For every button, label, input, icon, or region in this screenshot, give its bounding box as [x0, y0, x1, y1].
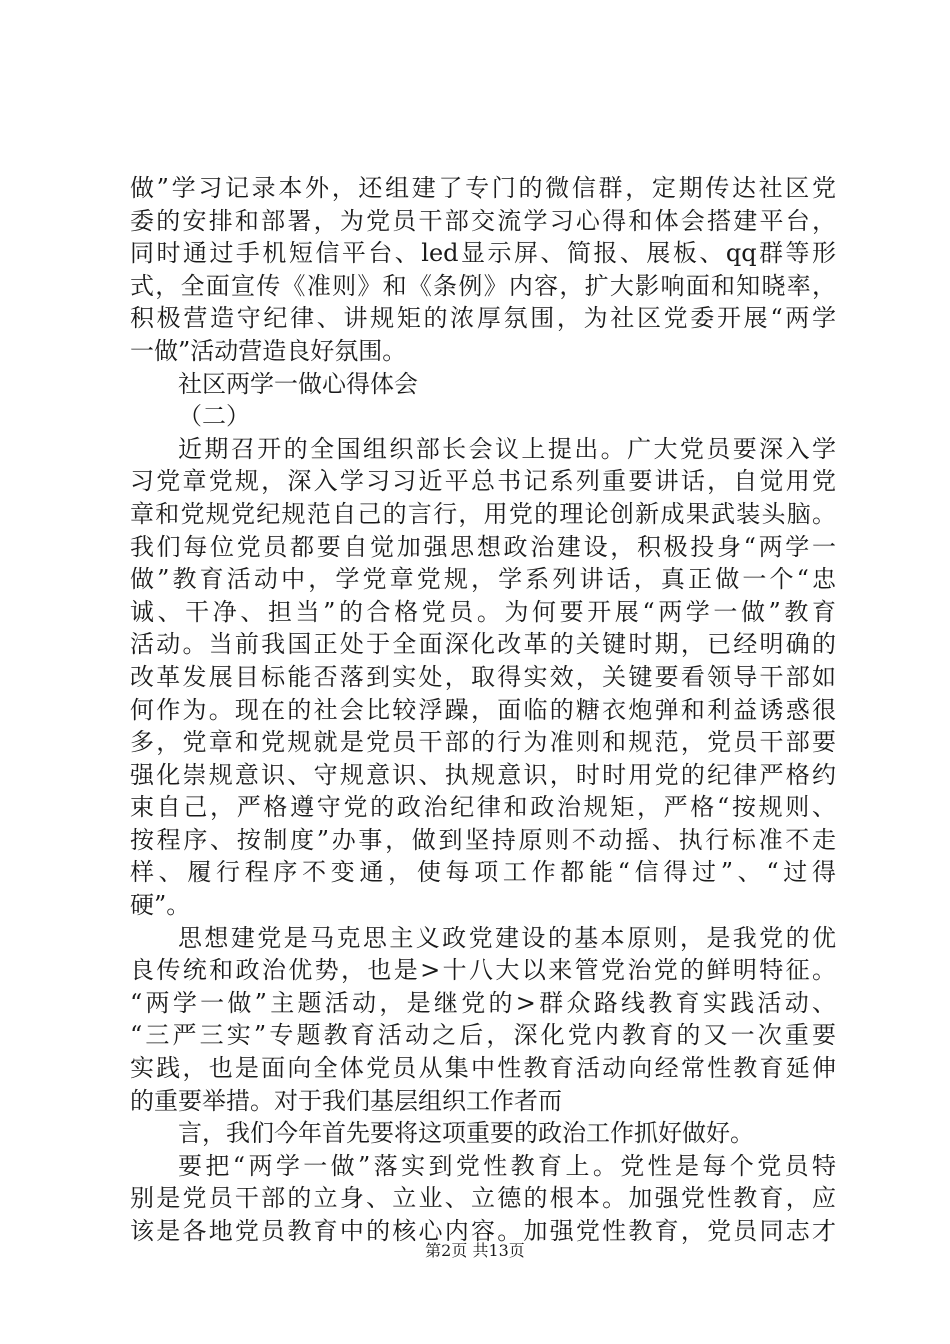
- text-line: 积极营造守纪律、讲规矩的浓厚氛围，为社区党委开展“两学: [130, 304, 836, 333]
- text-line: 活动。当前我国正处于全面深化改革的关键时期，已经明确的: [130, 630, 836, 659]
- text-line: 习党章党规，深入学习习近平总书记系列重要讲话，自觉用党: [130, 467, 836, 496]
- text-line: 该是各地党员教育中的核心内容。加强党性教育，党员同志才: [130, 1217, 836, 1245]
- text-line: “两学一做”主题活动，是继党的>群众路线教育实践活动、: [130, 988, 836, 1017]
- text-line: 思想建党是马克思主义政党建设的基本原则，是我党的优: [178, 923, 836, 952]
- text-line: 要把“两学一做”落实到党性教育上。党性是每个党员特: [178, 1151, 836, 1180]
- text-line: 多，党章和党规就是党员干部的行为准则和规范，党员干部要: [130, 728, 836, 757]
- text-line: 诚、干净、担当”的合格党员。为何要开展“两学一做”教育: [130, 597, 836, 626]
- text-line: 一做”活动营造良好氛围。: [130, 336, 407, 365]
- text-line: 何作为。现在的社会比较浮躁，面临的糖衣炮弹和利益诱惑很: [130, 695, 836, 724]
- text-line: 的重要举措。对于我们基层组织工作者而: [130, 1086, 562, 1115]
- text-line: 样、履行程序不变通，使每项工作都能“信得过”、“过得: [130, 858, 836, 887]
- text-line: 我们每位党员都要自觉加强思想政治建设，积极投身“两学一: [130, 532, 836, 561]
- text-line: 束自己，严格遵守党的政治纪律和政治规矩，严格“按规则、: [130, 793, 836, 822]
- text-line: 式，全面宣传《准则》和《条例》内容，扩大影响面和知晓率，: [130, 271, 836, 300]
- text-line: 同时通过手机短信平台、led显示屏、简报、展板、qq群等形: [130, 239, 836, 268]
- section-title: 社区两学一做心得体会: [178, 369, 418, 398]
- text-line: 做”教育活动中，学党章党规，学系列讲话，真正做一个“忠: [130, 565, 836, 594]
- section-number: （二）: [178, 402, 250, 431]
- text-line: 近期召开的全国组织部长会议上提出。广大党员要深入学: [178, 434, 836, 463]
- text-line: 强化崇规意识、守规意识、执规意识，时时用党的纪律严格约: [130, 760, 836, 789]
- text-line: 实践，也是面向全体党员从集中性教育活动向经常性教育延伸: [130, 1054, 836, 1083]
- text-line: 硬”。: [130, 891, 191, 920]
- text-line: 做”学习记录本外，还组建了专门的微信群，定期传达社区党: [130, 174, 836, 202]
- page-number-footer: 第2页 共13页: [425, 1241, 525, 1260]
- text-line: 良传统和政治优势，也是>十八大以来管党治党的鲜明特征。: [130, 956, 836, 985]
- text-line: “三严三实”专题教育活动之后，深化党内教育的又一次重要: [130, 1021, 836, 1050]
- body-text: [130, 172, 836, 1248]
- text-line: 按程序、按制度”办事，做到坚持原则不动摇、执行标准不走: [130, 825, 836, 854]
- text-line: 章和党规党纪规范自己的言行，用党的理论创新成果武装头脑。: [130, 499, 836, 528]
- text-line: 改革发展目标能否落到实处，取得实效，关键要看领导干部如: [130, 662, 836, 691]
- text-line: 委的安排和部署，为党员干部交流学习心得和体会搭建平台，: [130, 206, 836, 235]
- text-line: 别是党员干部的立身、立业、立德的根本。加强党性教育，应: [130, 1184, 836, 1213]
- text-line: 言，我们今年首先要将这项重要的政治工作抓好做好。: [178, 1119, 754, 1148]
